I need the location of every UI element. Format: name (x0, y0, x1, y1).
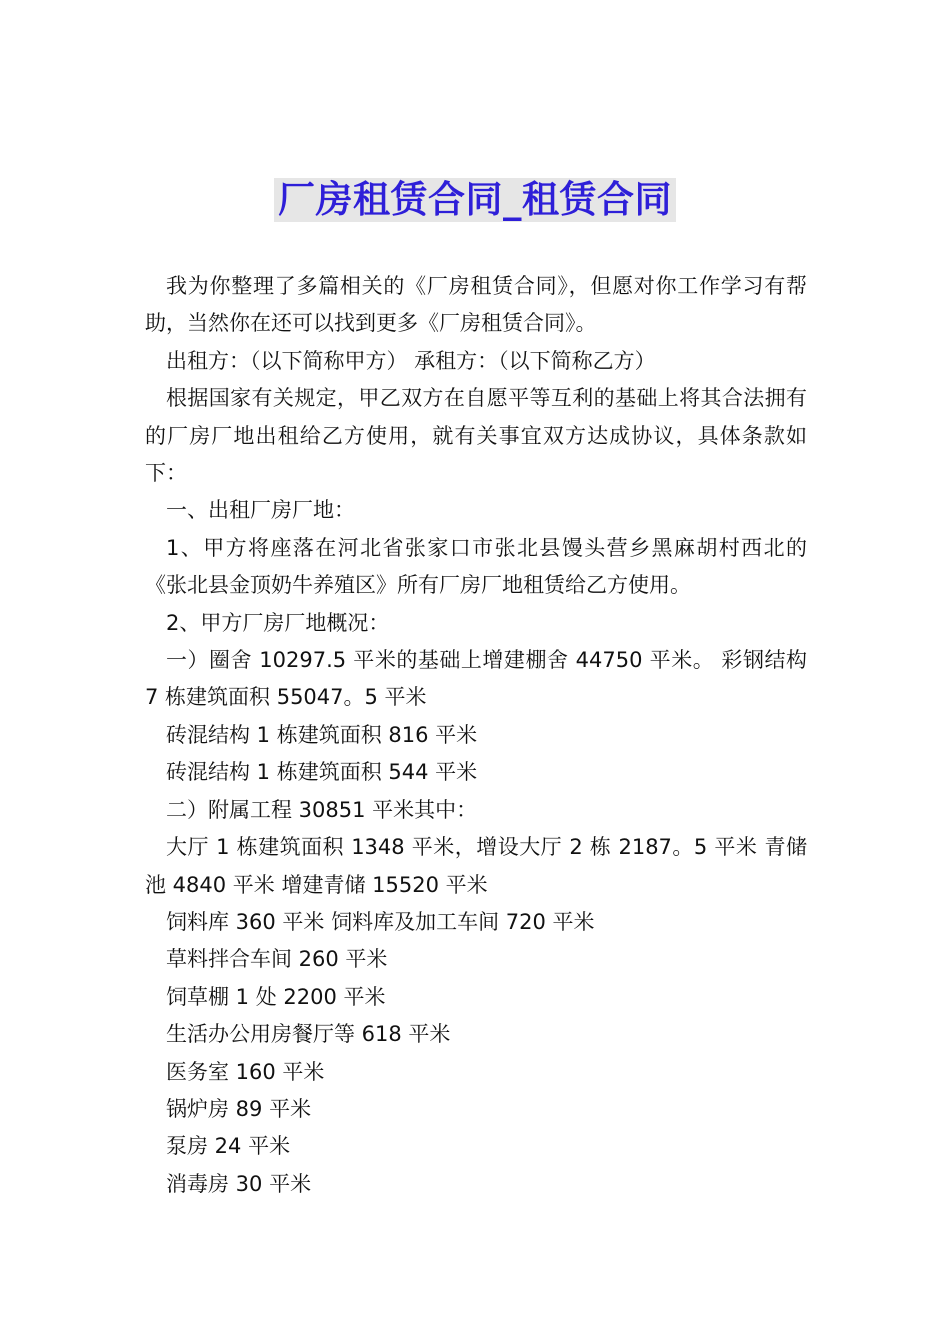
title-block (0, 178, 950, 222)
section-heading-1: 一、出租厂房厂地： (166, 498, 355, 523)
item-pens: 一）圈舍 10297.5 平米的基础上增建棚舍 44750 平米。 彩钢结构 7 栋建筑面积 55047。5 平米 (145, 648, 807, 710)
clause-1: 1、甲方将座落在河北省张家口市张北县馒头营乡黑麻胡村西北的《张北县金顶奶牛养殖区》所有厂房厂地租赁给乙方使用。 (145, 535, 807, 598)
item-halls: 大厅 1 栋建筑面积 1348 平米，增设大厅 2 栋 2187。5 平米 青储池 4840 平米 增建青储 15520 平米 (145, 835, 807, 897)
clause-2: 2、甲方厂房厂地概况： (166, 610, 390, 635)
item-brick-1: 砖混结构 1 栋建筑面积 816 平米 (166, 722, 478, 747)
document-body (145, 268, 807, 1203)
paragraph-intro: 我为你整理了多篇相关的《厂房租赁合同》，但愿对你工作学习有帮助，当然你在还可以找到更多《厂房租赁合同》。 (145, 274, 807, 336)
document-title: 厂房租赁合同_租赁合同 (274, 178, 676, 222)
item-ancillary: 二）附属工程 30851 平米其中： (166, 797, 478, 822)
item-forage-shed: 饲草棚 1 处 2200 平米 (166, 984, 386, 1009)
item-mixing: 草料拌合车间 260 平米 (166, 947, 388, 972)
paragraph-basis: 根据国家有关规定，甲乙双方在自愿平等互利的基础上将其合法拥有的厂房厂地出租给乙方使用，就有关事宜双方达成协议，具体条款如下： (145, 386, 807, 486)
item-boiler: 锅炉房 89 平米 (166, 1096, 312, 1121)
item-brick-2: 砖混结构 1 栋建筑面积 544 平米 (166, 760, 478, 785)
item-feed-store: 饲料库 360 平米 饲料库及加工车间 720 平米 (166, 909, 595, 934)
item-pump: 泵房 24 平米 (166, 1134, 291, 1159)
item-clinic: 医务室 160 平米 (166, 1059, 325, 1084)
paragraph-parties: 出租方：（以下简称甲方） 承租方：（以下简称乙方） (166, 348, 656, 373)
item-office: 生活办公用房餐厅等 618 平米 (166, 1022, 451, 1047)
item-disinfection: 消毒房 30 平米 (166, 1171, 312, 1196)
